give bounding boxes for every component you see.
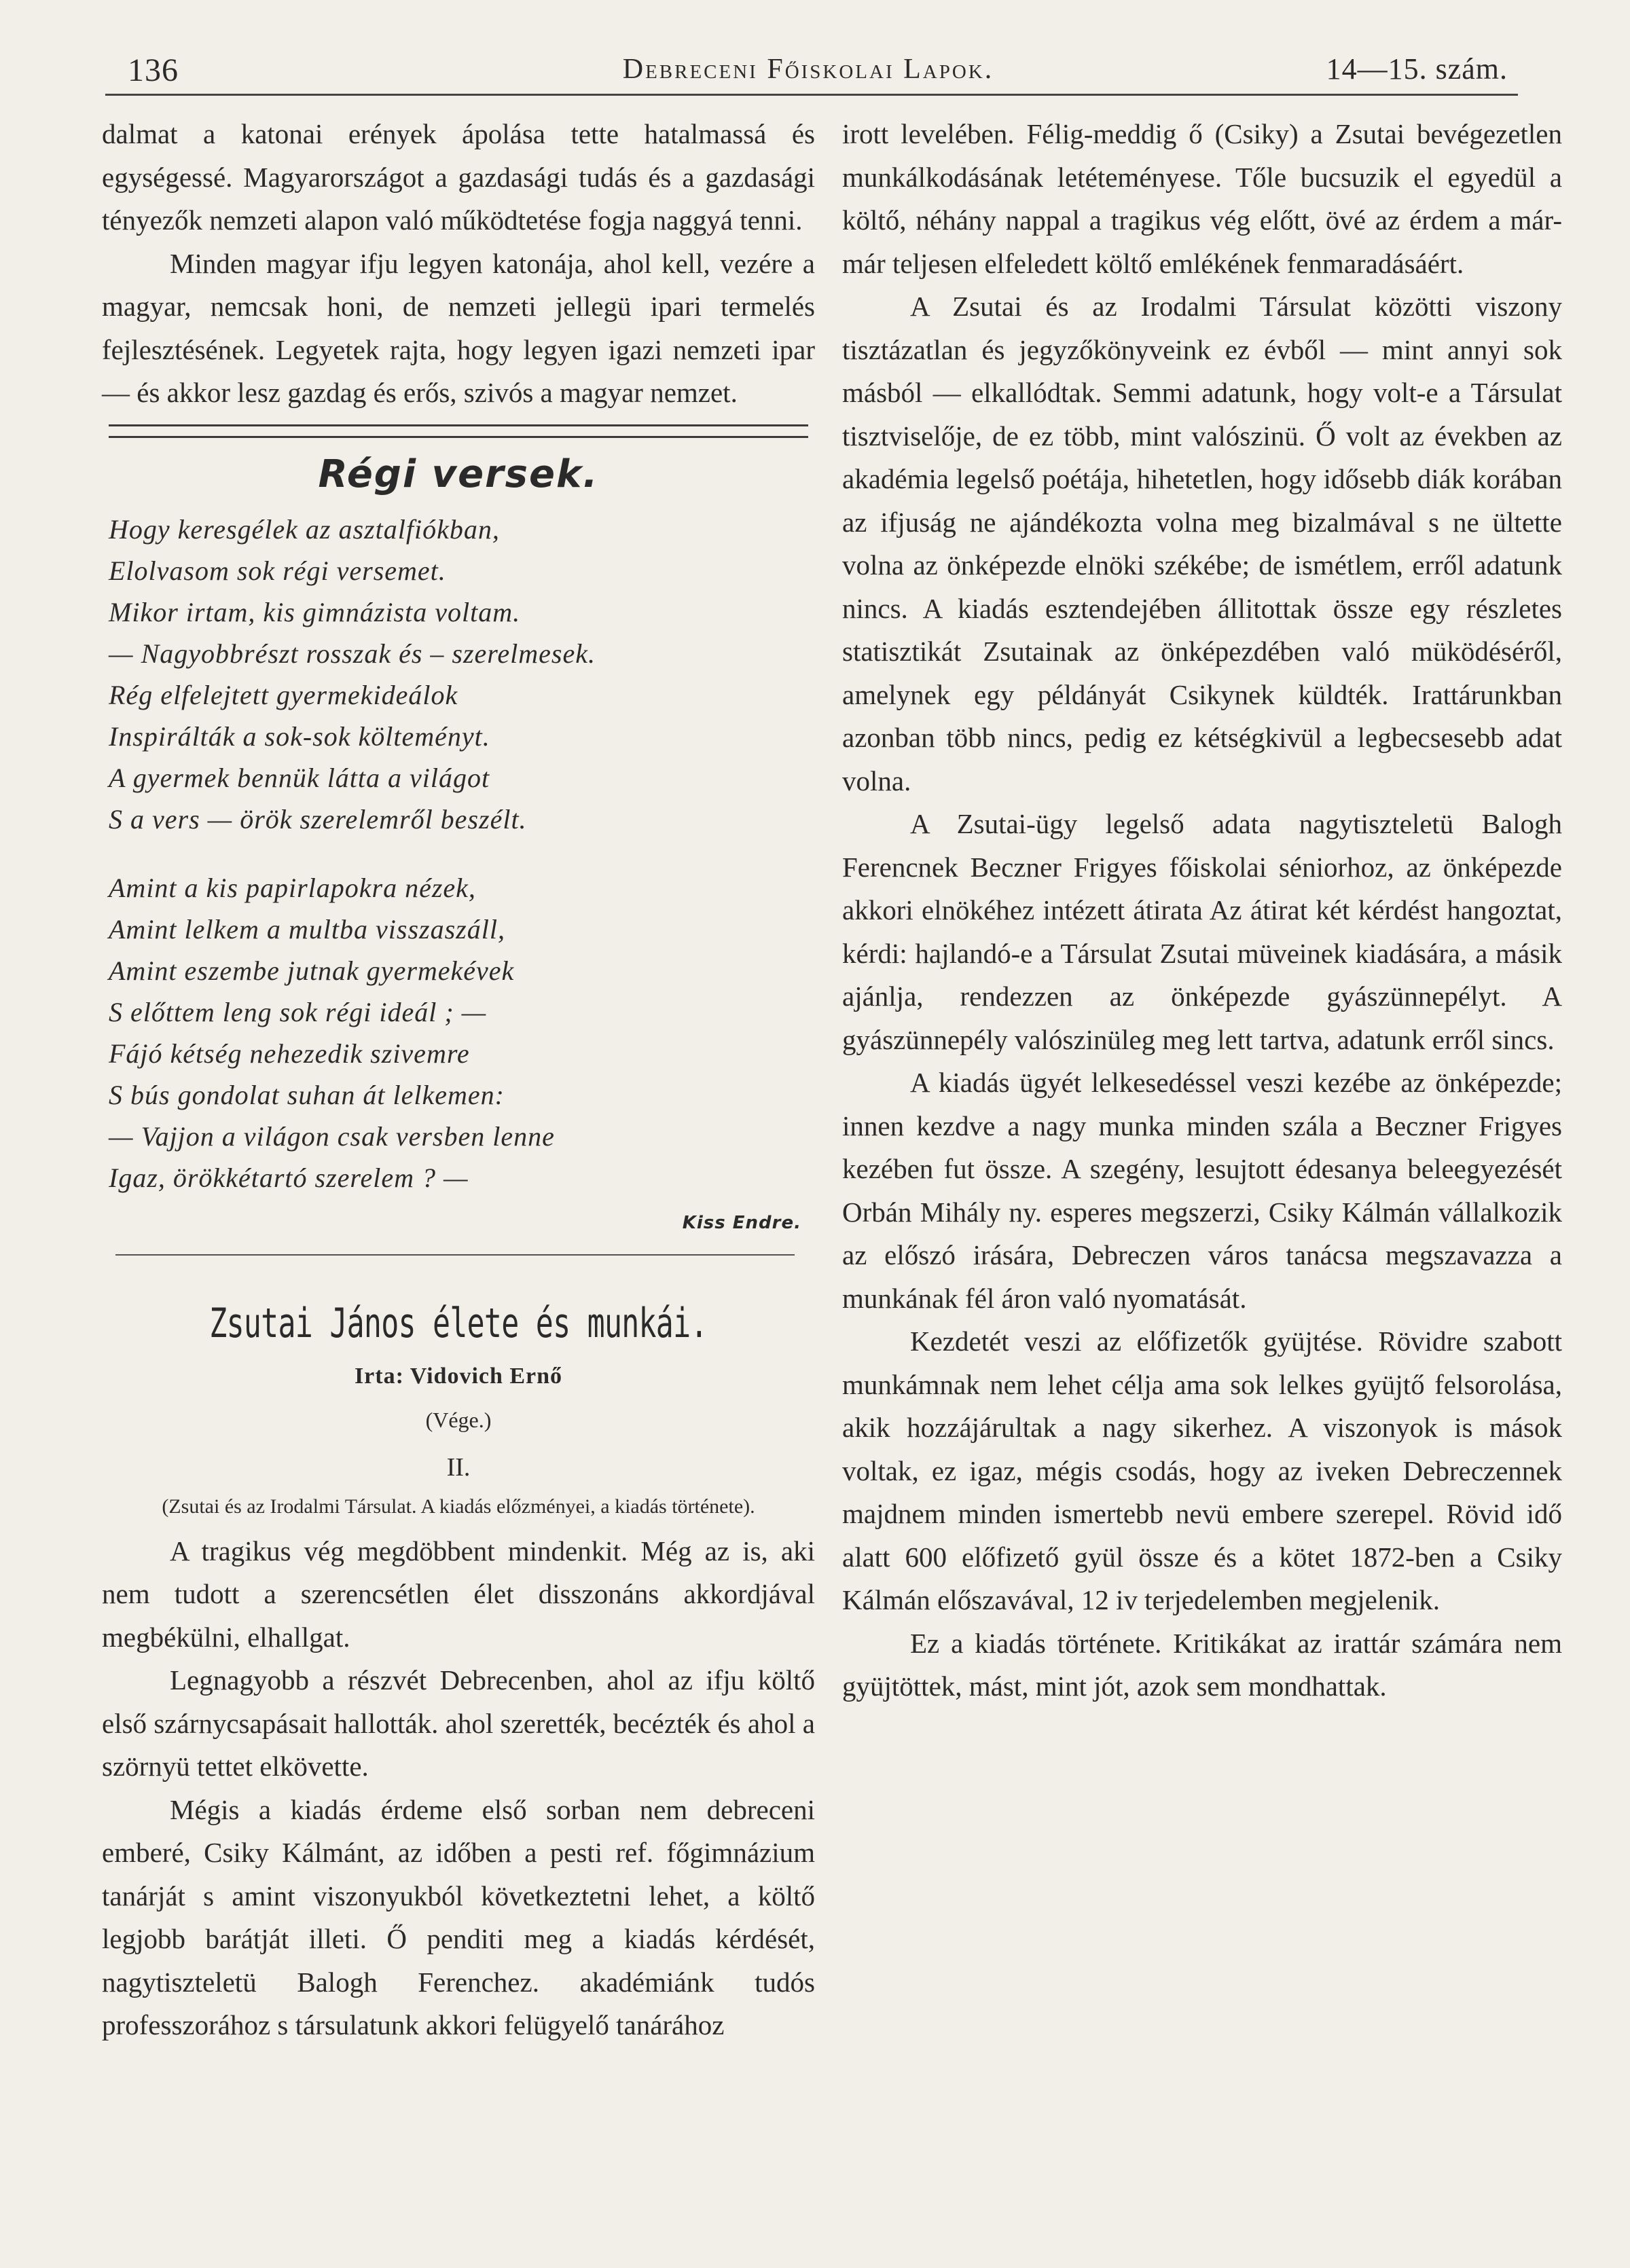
- poem-line: Elolvasom sok régi versemet.: [109, 555, 446, 586]
- poem-line: Rég elfelejtett gyermekideálok: [109, 679, 458, 710]
- header-rule: [105, 94, 1518, 96]
- poem-line: Inspirálták a sok-sok költeményt.: [109, 720, 490, 752]
- poem-line: Igaz, örökkétartó szerelem ? —: [109, 1162, 469, 1193]
- issue-number: 14—15. szám.: [1326, 52, 1508, 86]
- poem-line: S bús gondolat suhan át lelkemen:: [109, 1079, 505, 1110]
- article-paragraph: Legnagyobb a részvét Debrecenben, ahol az ifju költő első szárnycsapásait hallották. ahol szerették, becézték és ahol a szörnyü tettet elkövette.: [102, 1664, 815, 1782]
- intro-paragraph: Minden magyar ifju legyen katonája, ahol kell, vezére a magyar, nemcsak honi, de nemzeti jellegü ipari termelés fejlesztésének. Legyetek rajta, hogy legyen igazi nemzeti ipar — és akkor lesz gazdag és erős, szivós a magyar nemzet.: [102, 247, 815, 408]
- article-paragraph: A Zsutai és az Irodalmi Társulat közötti viszony tisztázatlan és jegyzőkönyveink ez évből — mint annyi sok másból — elkallódtak. Semmi adatunk, hogy volt-e a Társulat tisztviselője, de ez több, mint valószinü. Ő volt az években az akadémia legelső poétája, hihetetlen, hogy idősebb diák korában az ifjuság ne ajándékozta volna meg bizalmával s ne ültette volna az önképezde elnöki székébe; de ismétlem, erről adatunk nincs. A kiadás esztendejében állitottak össze egy részletes statisztikát Zsutainak az önképezdében való müködéséről, amelynek egy példányát Csikynek küldték. Irattárunkban azonban több nincs, pedig ez kétségkivül a legbecsesebb adat volna.: [842, 291, 1562, 797]
- article-paragraph: Ez a kiadás története. Kritikákat az irattár számára nem gyüjtöttek, mást, mint jót, azok sem mondhattak.: [842, 1627, 1562, 1702]
- poem-line: S előttem leng sok régi ideál ; —: [109, 996, 487, 1027]
- article-end-note: (Vége.): [425, 1407, 492, 1432]
- article-paragraph: A kiadás ügyét lelkesedéssel veszi kezébe az önképezde; innen kezdve a nagy munka minden szála a Beczner Frigyes kezében fut össze. A szegény, lesujtott édesanya beleegyezését Orbán Mihály ny. esperes megszerzi, Csiky Kálmán vállalkozik az előszó irására, Debreczen város tanácsa megszavazza a munkának fél áron való nyomatását.: [842, 1067, 1562, 1314]
- poem-author: Kiss Endre.: [682, 1212, 801, 1233]
- poem-line: Amint lelkem a multba visszaszáll,: [109, 913, 505, 945]
- poem-line: — Nagyobbrészt rosszak és – szerelmesek.: [109, 638, 596, 669]
- running-header: [102, 43, 1515, 98]
- article-paragraph: Mégis a kiadás érdeme első sorban nem debreceni emberé, Csiky Kálmánt, az időben a pesti ref. főgimnázium tanárját s amint viszonyukból következtetni lehet, a költő legjobb barátját illeti. Ő penditi meg a kiadás kérdését, nagytiszteletü Balogh Ferenchez. akadémiánk tudós professzorához s társulatunk akkori felügyelő tanárához: [102, 1793, 815, 2041]
- section-subtitle: (Zsutai és az Irodalmi Társulat. A kiadás előzményei, a kiadás története).: [162, 1495, 755, 1518]
- poem-line: Fájó kétség nehezedik szivemre: [109, 1038, 470, 1069]
- left-column: [102, 113, 815, 2047]
- poem-line: Amint a kis papirlapokra nézek,: [109, 872, 476, 903]
- poem-line: Mikor irtam, kis gimnázista voltam.: [109, 596, 521, 627]
- journal-title: Debreceni Főiskolai Lapok.: [622, 54, 994, 85]
- poem-line: A gyermek bennük látta a világot: [109, 762, 490, 793]
- poem-line: Amint eszembe jutnak gyermekévek: [109, 955, 515, 986]
- article-paragraph: A Zsutai-ügy legelső adata nagytiszteletü Balogh Ferencnek Beczner Frigyes főiskolai séniorhoz, az önképezde akkori elnökéhez intézett átirata Az átirat két kérdést hangoztat, kérdi: hajlandó-e a Társulat Zsutai müveinek kiadására, a másik ajánlja, rendezzen az önképezde gyászünnepélyt. A gyászünnepély valószinüleg meg lett tartva, adatunk erről sincs.: [842, 808, 1562, 1055]
- right-column: [842, 113, 1562, 1708]
- article-title: Zsutai János élete és munkái.: [209, 1299, 708, 1347]
- poem-line: — Vajjon a világon csak versben lenne: [109, 1120, 555, 1152]
- section-number: II.: [446, 1452, 471, 1482]
- poem-end-rule: [115, 1254, 795, 1256]
- article-paragraph: A tragikus vég megdöbbent mindenkit. Még az is, aki nem tudott a szerencsétlen élet disszonáns akkordjával megbékülni, elhallgat.: [102, 1535, 815, 1653]
- poem-line: Hogy keresgélek az asztalfiókban,: [109, 513, 500, 545]
- article-paragraph: irott levelében. Félig-meddig ő (Csiky) a Zsutai bevégezetlen munkálkodásának letéteményese. Tőle bucsuzik el egyedül a költő, néhány nappal a tragikus vég előtt, övé az érdem a már-már teljesen elfeledett költő emlékének fenmaradásáért.: [842, 118, 1562, 279]
- poem-stanza: [109, 867, 815, 1199]
- poem: [109, 509, 815, 1199]
- intro-paragraph: dalmat a katonai erények ápolása tette hatalmassá és egységessé. Magyarországot a gazdasági tudás és a gazdasági tényezők nemzeti alapon való működtetése fogja naggyá tenni.: [102, 118, 815, 236]
- section-divider: [109, 424, 808, 438]
- article-paragraph: Kezdetét veszi az előfizetők gyüjtése. Rövidre szabott munkámnak nem lehet célja ama sok lelkes gyüjtő felsorolása, akik hozzájárultak a nagy sikerhez. A viszonyok is mások voltak, ez igaz, mégis csodás, hogy az iveken Debreczennek majdnem minden ismertebb nevü embere szerepel. Rövid idő alatt 600 előfizető gyül össze és a kötet 1872-ben a Csiky Kálmán előszavával, 12 iv terjedelemben megjelenik.: [842, 1325, 1562, 1615]
- poem-stanza: [109, 509, 815, 840]
- article-byline: Irta: Vidovich Ernő: [354, 1363, 563, 1389]
- poem-line: S a vers — örök szerelemről beszélt.: [109, 803, 527, 835]
- page-number: 136: [128, 52, 179, 88]
- poem-title: Régi versek.: [318, 452, 599, 496]
